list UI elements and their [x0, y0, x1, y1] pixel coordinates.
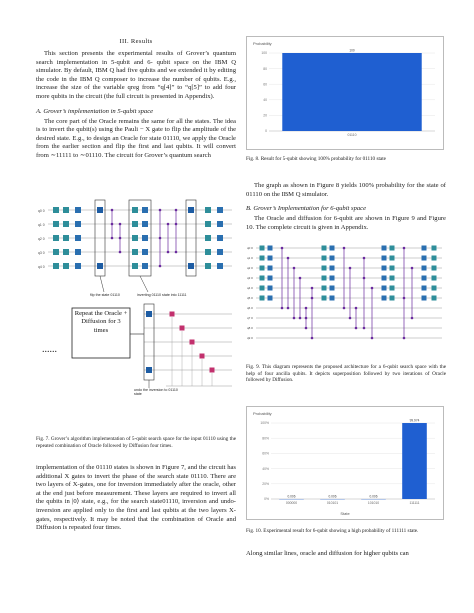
fig8-chart-frame	[246, 36, 444, 150]
data-label: 0.006	[287, 494, 296, 499]
gate-box	[142, 249, 148, 255]
gate-box	[53, 207, 59, 213]
data-label: 99.974	[409, 418, 420, 423]
gate-box	[53, 235, 59, 241]
control-dot	[287, 257, 290, 260]
fig7-circuit	[36, 196, 236, 428]
gate-box	[205, 235, 211, 241]
gate-box	[142, 221, 148, 227]
control-dot	[175, 223, 178, 226]
gate-box	[132, 249, 138, 255]
bar	[402, 423, 427, 499]
control-dot	[311, 337, 314, 340]
gate-box	[132, 221, 138, 227]
gate-box	[180, 326, 185, 331]
y-tick-label: 20%	[262, 482, 269, 486]
control-dot	[343, 247, 346, 250]
gate-box	[432, 296, 437, 301]
y-tick-label: 100%	[260, 421, 269, 426]
fig9-qubit-label: q2 0	[247, 266, 253, 270]
control-dot	[349, 267, 352, 270]
control-dot	[159, 237, 162, 240]
fig9-qubit-label: q7 0	[247, 316, 253, 320]
gate-box	[268, 276, 273, 281]
fig9-qubit-label: q1 0	[247, 256, 253, 260]
control-dot	[311, 287, 314, 290]
control-dot	[411, 267, 414, 270]
x-tick-label: 01110	[347, 133, 357, 137]
bar	[282, 53, 421, 131]
gate-box	[217, 235, 223, 241]
gate-box	[422, 296, 427, 301]
gate-box	[422, 276, 427, 281]
paragraph-a: The core part of the Oracle remains the same for all the states. The idea is to invert the qubit(s) using the Pauli − X gate to flip the amplitude of the desired state. E.g., to design an Oracle for state 01110, we apply the Oracle from the earlier section and flip the first and last qubits. It will convert from ∼11111 to ∼01110. The circuit for Grover’s quantum search	[36, 117, 236, 159]
gate-box	[205, 207, 211, 213]
control-dot	[355, 327, 358, 330]
control-dot	[411, 317, 414, 320]
gate-box	[268, 246, 273, 251]
fig10-bar-chart	[247, 407, 443, 519]
control-dot	[119, 251, 122, 254]
gate-box	[268, 286, 273, 291]
y-tick-label: 0	[265, 129, 267, 134]
fig8-caption: Fig. 8. Result for 5-qubit showing 100% probability for 01110 state	[246, 156, 386, 162]
gate-box	[422, 286, 427, 291]
gate-box	[142, 207, 148, 213]
fig9-qubit-label: q0 0	[247, 246, 253, 250]
gate-box	[217, 263, 223, 269]
fig10-chart-frame	[246, 406, 444, 520]
fig9-qubit-label: q5 0	[247, 296, 253, 300]
gate-box	[217, 207, 223, 213]
gate-box	[260, 246, 265, 251]
gate-box	[63, 207, 69, 213]
paragraph-c: The graph as shown in Figure 8 yields 100% probability for the state of 01110 on the IBM Q simulator.	[246, 182, 446, 198]
gate-box	[322, 256, 327, 261]
gate-box	[97, 263, 103, 269]
fig10-ylabel: Probability	[253, 411, 272, 416]
gate-box	[53, 249, 59, 255]
fig7-qubit-label: q2 0	[38, 237, 45, 241]
gate-box	[432, 246, 437, 251]
subsection-a-heading: A. Grover’s implementation in 5-qubit space	[36, 107, 154, 115]
gate-box	[268, 266, 273, 271]
y-tick-label: 100	[261, 51, 267, 56]
y-tick-label: 80	[263, 66, 267, 71]
fig7-qubit-label: q1 0	[38, 223, 45, 227]
control-dot	[363, 327, 366, 330]
gate-box	[390, 276, 395, 281]
gate-box	[205, 249, 211, 255]
gate-box	[188, 263, 194, 269]
gate-box	[422, 266, 427, 271]
y-tick-label: 60	[263, 82, 267, 87]
control-dot	[159, 265, 162, 268]
fig9-circuit	[246, 240, 446, 358]
gate-box	[132, 235, 138, 241]
gate-box	[422, 246, 427, 251]
gate-box	[260, 286, 265, 291]
gate-box	[146, 367, 152, 373]
gate-box	[205, 263, 211, 269]
gate-box	[210, 368, 215, 373]
control-dot	[281, 307, 284, 310]
gate-box	[63, 221, 69, 227]
gate-box	[330, 266, 335, 271]
gate-box	[432, 256, 437, 261]
control-dot	[299, 277, 302, 280]
gate-box	[322, 276, 327, 281]
y-tick-label: 60%	[262, 451, 269, 456]
control-dot	[371, 337, 374, 340]
gate-box	[382, 246, 387, 251]
control-dot	[293, 267, 296, 270]
gate-box	[75, 263, 81, 269]
y-tick-label: 20	[263, 113, 267, 118]
control-dot	[299, 317, 302, 320]
gate-box	[142, 235, 148, 241]
fig7-qubit-label: q3 0	[38, 251, 45, 255]
intro-paragraph: This section presents the experimental results of Grover’s quantum search implementation in 5-qubit and 6- qubit space on the IBM Q simulator. By default, IBM Q had five qubits and we extended it by editing the code in the IBM Q composer to increase the number of qubits. E.g., increase the size of the variable qreg from “q[4]” to “q[5]” to add four more qubits in the circuit (the full circuit is presented in Appendix).	[36, 50, 236, 100]
gate-box	[217, 249, 223, 255]
y-tick-label: 80%	[262, 436, 269, 441]
gate-box	[63, 235, 69, 241]
gate-box	[63, 249, 69, 255]
gate-box	[382, 286, 387, 291]
left-column	[36, 38, 236, 161]
control-dot	[403, 247, 406, 250]
fig10-caption: Fig. 10. Experimental result for 6-qubit showing a high probability of 111111 state.	[246, 528, 419, 534]
gate-box	[260, 276, 265, 281]
fig7-repeat-box: Repeat the Oracle + Diffusion for 3 times	[74, 310, 128, 334]
gate-box	[432, 286, 437, 291]
fig7-undo-label: undo the inversion to 01110 state	[134, 388, 178, 397]
fig9-qubit-label: q3 0	[247, 276, 253, 280]
control-dot	[293, 317, 296, 320]
gate-box	[53, 263, 59, 269]
fig8-ylabel: Probability	[253, 41, 272, 46]
control-dot	[349, 317, 352, 320]
gate-box	[268, 256, 273, 261]
y-tick-label: 40	[263, 98, 267, 102]
gate-box	[390, 296, 395, 301]
x-tick-label: 010101	[326, 501, 339, 505]
gate-box	[330, 296, 335, 301]
gate-box	[322, 286, 327, 291]
fig10-xlabel: State	[340, 511, 350, 516]
gate-box	[217, 221, 223, 227]
gate-box	[97, 207, 103, 213]
section-title: III. Results	[119, 38, 153, 45]
gate-box	[268, 296, 273, 301]
control-dot	[305, 327, 308, 330]
fig7-qubit-label: q4 0	[38, 265, 45, 269]
gate-box	[260, 266, 265, 271]
control-dot	[371, 287, 374, 290]
gate-box	[432, 276, 437, 281]
gate-box	[432, 266, 437, 271]
gate-box	[330, 276, 335, 281]
gate-box	[53, 221, 59, 227]
gate-box	[382, 276, 387, 281]
fig7-caption: Fig. 7. Grover’s algorithm implementation of 5-qubit search space for the input 01110 using the repeated combination of Oracle followed by Diffusion four times.	[36, 436, 236, 449]
gate-box	[322, 246, 327, 251]
control-dot	[159, 209, 162, 212]
y-tick-label: 40%	[262, 466, 269, 471]
control-dot	[287, 307, 290, 310]
fig9-caption: Fig. 9. This diagram represents the proposed architecture for a 6-qubit search space with the help of four ancilla qubits. It depicts superposition followed by two iterations of Oracle followed by Diffusion.	[246, 364, 446, 384]
control-dot	[167, 223, 170, 226]
gate-box	[330, 286, 335, 291]
control-dot	[355, 307, 358, 310]
control-dot	[305, 307, 308, 310]
gate-box	[205, 221, 211, 227]
paragraph-d: The Oracle and diffusion for 6-qubit are shown in Figure 9 and Figure 10. The complete circuit is given in Appendix.	[246, 215, 446, 231]
control-dot	[175, 209, 178, 212]
gate-box	[132, 263, 138, 269]
control-dot	[343, 307, 346, 310]
gate-box	[330, 246, 335, 251]
x-tick-label: 111111	[409, 501, 420, 505]
gate-box	[200, 354, 205, 359]
gate-box	[75, 235, 81, 241]
gate-box	[422, 256, 427, 261]
gate-box	[390, 266, 395, 271]
control-dot	[311, 297, 314, 300]
gate-box	[132, 207, 138, 213]
data-label: 0.006	[328, 494, 337, 499]
fig8-bar-chart	[247, 37, 443, 149]
gate-box	[390, 286, 395, 291]
paragraph-e: Along similar lines, oracle and diffusion for higher qubits can	[246, 550, 409, 557]
gate-box	[188, 207, 194, 213]
data-label: 0.006	[369, 494, 378, 499]
fig7-dots: ......	[42, 344, 57, 355]
gate-box	[382, 256, 387, 261]
gate-box	[260, 256, 265, 261]
control-dot	[175, 251, 178, 254]
gate-box	[63, 263, 69, 269]
x-tick-label: 101010	[367, 501, 380, 505]
paragraph-b: implementation of the 01110 states is shown in Figure 7, and the circuit has additional X gates to invert the phase of the search state 01110. There are two layers of X-gates, one for inversion immediately after the oracle, other at the end just before measurement. These layers are required to invert all the qubits in |0⟩ state, e.g., for the search state01110, inversion and undo-inversion are applied only to the first and last qubits at the two layers X-gates, respectively. It may be noted that the combination of Oracle and Diffusion is repeated four times.	[36, 464, 236, 532]
gate-box	[382, 296, 387, 301]
control-dot	[119, 223, 122, 226]
control-dot	[119, 237, 122, 240]
control-dot	[167, 251, 170, 254]
fig9-qubit-label: q9 0	[247, 336, 253, 340]
fig9-qubit-label: q6 0	[247, 306, 253, 310]
control-dot	[111, 209, 114, 212]
gate-box	[146, 311, 152, 317]
y-tick-label: 0%	[264, 497, 269, 502]
gate-box	[390, 246, 395, 251]
x-tick-label: 000000	[285, 501, 298, 505]
gate-box	[390, 256, 395, 261]
gate-box	[75, 221, 81, 227]
fig9-qubit-label: q4 0	[247, 286, 253, 290]
fig7-inverting-label: inverting 01110 state into 11111	[137, 293, 187, 297]
data-label: 100	[349, 48, 355, 53]
control-dot	[281, 247, 284, 250]
gate-box	[142, 263, 148, 269]
gate-box	[322, 266, 327, 271]
subsection-b-heading: B. Grover’s Implementation for 6-qubit space	[246, 205, 367, 213]
gate-box	[382, 266, 387, 271]
fig9-qubit-label: q8 0	[247, 326, 253, 330]
gate-box	[190, 340, 195, 345]
control-dot	[111, 237, 114, 240]
control-dot	[363, 277, 366, 280]
gate-box	[330, 256, 335, 261]
gate-box	[260, 296, 265, 301]
fig7-flip-label: flip the state 01110	[90, 293, 120, 297]
gate-box	[322, 296, 327, 301]
gate-box	[75, 207, 81, 213]
fig7-qubit-label: q0 0	[38, 209, 45, 213]
control-dot	[403, 297, 406, 300]
gate-box	[75, 249, 81, 255]
control-dot	[305, 317, 308, 320]
control-dot	[403, 337, 406, 340]
control-dot	[363, 257, 366, 260]
gate-box	[170, 312, 175, 317]
control-dot	[111, 223, 114, 226]
